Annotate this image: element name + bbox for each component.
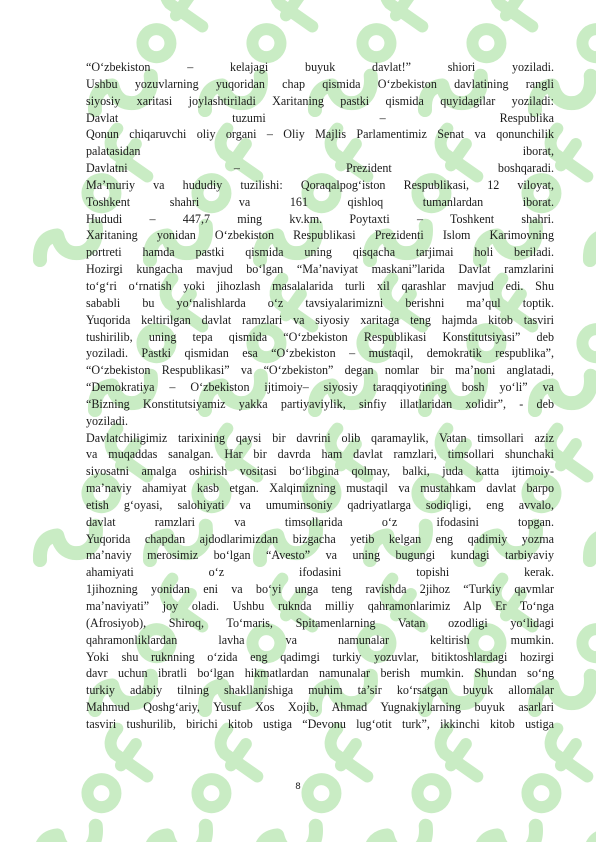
body-text bbox=[86, 59, 554, 733]
text-line: Davlatni – Prezident boshqaradi. bbox=[86, 161, 554, 176]
text-line: Toshkent shahri va 161 qishloq tumanlardan iborat. bbox=[86, 194, 554, 209]
text-line: tushirilib, uning tepa qismida “O‘zbekiston Respublikasi Konstitutsiyasi” deb bbox=[86, 329, 554, 344]
text-line: sababli bu yo‘nalishlarda o‘z tavsiyalarimizni berishni ma’qul toptik. bbox=[86, 295, 554, 310]
text-line: Davlatchiligimiz tarixining qaysi bir davrini olib qaramaylik, Vatan timsollari aziz bbox=[86, 430, 554, 445]
text-line: va muqaddas sanalgan. Har bir davrda ham davlat ramzlari, timsollari shunchaki bbox=[86, 447, 554, 462]
text-line: ma’naviyati” joy oladi. Ushbu ruknda milliy qahramonlarimiz Alp Er To‘nga bbox=[86, 599, 554, 613]
text-line: siyosatni amalga oshirish vositasi bo‘libgina qolmay, balki, juda katta ijtimoiy- bbox=[86, 464, 554, 479]
text-line: Mahmud Qoshg‘ariy, Yusuf Xos Xojib, Ahmad Yugnakiylarning buyuk asarlari bbox=[86, 700, 554, 715]
text-line: Qonun chiqaruvchi oliy organi – Oliy Majlis Parlamentimiz Senat va qonunchilik bbox=[86, 127, 554, 142]
text-line: Yuqorida keltirilgan davlat ramzlari va siyosiy xaritaga teng hajmda kitob tasviri bbox=[86, 312, 554, 327]
text-line: ahamiyati o‘z ifodasini topishi kerak. bbox=[86, 565, 554, 580]
text-line: Yuqorida chapdan ajdodlarimizdan bizgacha yetib kelgan eng qadimiy yozma bbox=[86, 531, 554, 546]
text-line: “O‘zbekiston Respublikasi” va “O‘zbekiston” degan nomlar bir ma’noni anglatadi, bbox=[86, 363, 554, 378]
text-line: davlat ramzlari va timsollarida o‘z ifodasini topgan. bbox=[86, 514, 554, 529]
text-line: “Demokratiya – O‘zbekiston ijtimoiy– siyosiy taraqqiyotining bosh yo‘li” va bbox=[86, 380, 554, 395]
text-line: qahramonliklardan lavha va namunalar keltirish mumkin. bbox=[86, 632, 554, 647]
text-line: yoziladi. bbox=[86, 413, 128, 428]
text-line: etish g‘oyasi, salohiyati va umuminsoniy qadriyatlarga sodiqligi, eng avvalo, bbox=[86, 497, 554, 512]
text-line: yoziladi. Pastki qismidan esa “O‘zbekiston – mustaqil, demokratik respublika”, bbox=[86, 346, 554, 361]
text-line: portreti hamda pastki qismida uning qisqacha tarjimai holi beriladi. bbox=[86, 245, 554, 260]
text-line: siyosiy xaritasi joylashtiriladi Xaritaning pastki qismida quyidagilar yoziladi: bbox=[86, 93, 554, 108]
text-line: Ushbu yozuvlarning yuqoridan chap qismida O‘zbekiston davlatining rangli bbox=[86, 76, 554, 91]
text-line: “Bizning Konstitutsiyamiz yakka partiyaviylik, sinfiy illatlaridan xolidir”, - deb bbox=[86, 396, 554, 411]
text-line: davr uchun ibratli bo‘lgan hikmatlardan namunalar berish mumkin. Shundan so‘ng bbox=[86, 666, 554, 681]
text-line: 1jihozning yonidan eni va bo‘yi unga teng ravishda 2jihoz “Turkiy qavmlar bbox=[86, 582, 554, 597]
text-line: (Afrosiyob), Shiroq, To‘maris, Spitamenlarning Vatan ozodligi yo‘lidagi bbox=[86, 615, 554, 630]
text-line: tasviri tushurilib, birichi kitob ustiga “Devonu lug‘otit turk”, ikkinchi kitob ustiga bbox=[86, 716, 554, 731]
text-line: Hozirgi kungacha mavjud bo‘lgan “Ma’naviyat maskani”larida Davlat ramzlarini bbox=[86, 262, 554, 277]
page-number: 8 bbox=[295, 781, 301, 792]
text-line: turkiy adabiy tilning shakllanishiga muhim ta’sir ko‘rsatgan buyuk allomalar bbox=[86, 683, 554, 698]
watermark-mark bbox=[580, 128, 596, 282]
text-line: Davlat tuzumi – Respublika bbox=[86, 110, 554, 125]
text-line: “O‘zbekiston – kelajagi buyuk davlat!” shiori yoziladi. bbox=[86, 60, 554, 74]
text-line: palatasidan iborat, bbox=[86, 144, 554, 159]
text-line: ma’naviy ahamiyat kasb etgan. Xalqimizning mustaqil va mustahkam davlat barpo bbox=[86, 481, 554, 496]
text-line: Hududi – 447,7 ming kv.km. Poytaxti – Toshkent shahri. bbox=[86, 211, 554, 226]
text-line: to‘g‘ri o‘rnatish yoki jihozlash masalalarida turli xil qarashlar mavjud edi. Shu bbox=[86, 278, 554, 293]
text-line: ma’naviy merosimiz bo‘lgan “Avesto” va uning bugungi kundagi tarbiyaviy bbox=[86, 548, 554, 563]
text-line: Yoki shu ruknning o‘zida eng qadimgi turkiy yozuvlar, bitiktoshlardagi hozirgi bbox=[86, 649, 554, 664]
text-line: Ma’muriy va hududiy tuzilishi: Qoraqalpog‘iston Respublikasi, 12 viloyat, bbox=[86, 177, 554, 192]
watermark-mark bbox=[580, 428, 596, 582]
text-line: Xaritaning yonidan O‘zbekiston Respublikasi Prezidenti Islom Karimovning bbox=[86, 228, 554, 243]
